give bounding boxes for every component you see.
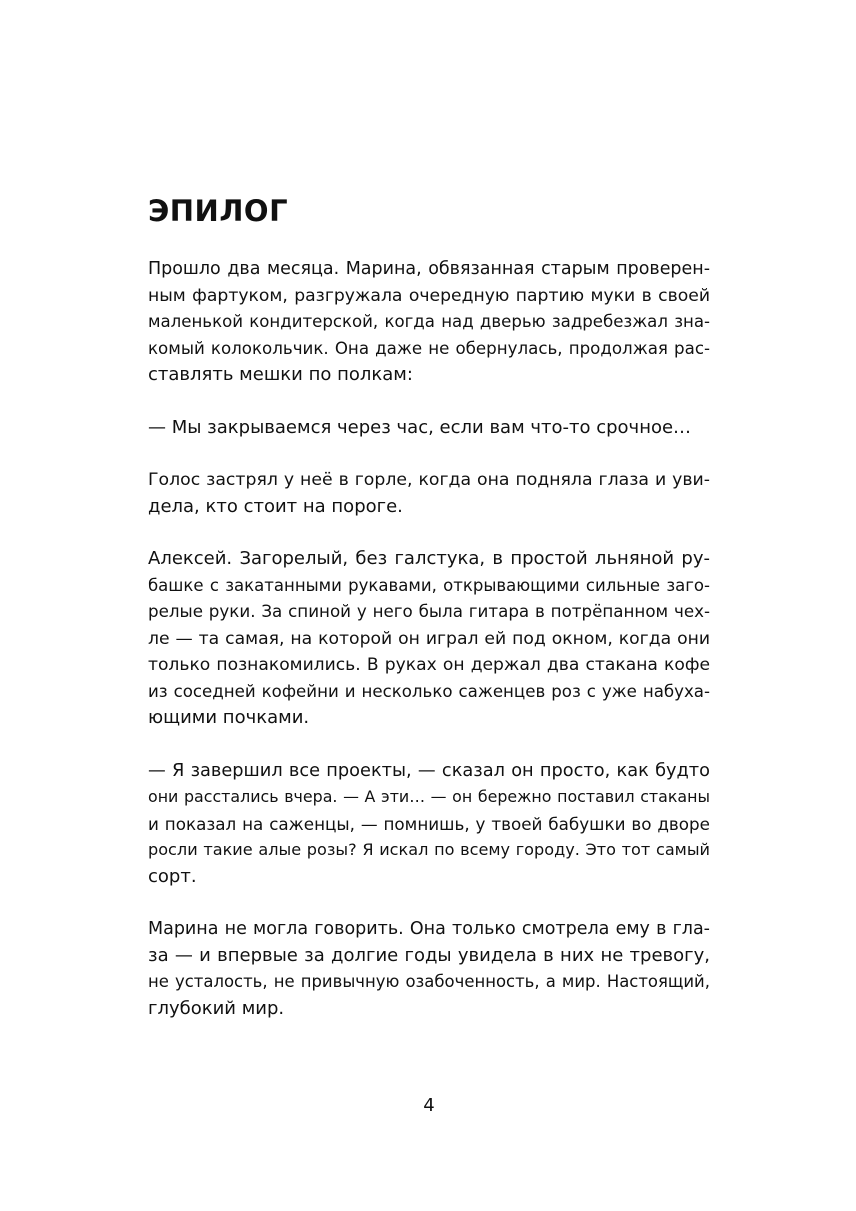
page-number: 4	[423, 1095, 435, 1116]
text-line: ным фартуком, разгружала очередную партию муки в своей	[148, 285, 710, 306]
text-line: не усталость, не привычную озабоченность, а мир. Настоящий,	[148, 972, 710, 991]
text-line: Голос застрял у неё в горле, когда она подняла глаза и уви-	[148, 470, 710, 490]
text-line: дела, кто стоит на пороге.	[148, 495, 403, 517]
text-line: комый колокольчик. Она даже не обернулась, продолжая рас-	[148, 338, 710, 358]
text-line: ле — та самая, на которой он играл ей под окном, когда они	[148, 628, 710, 649]
text-line: — Я завершил все проекты, — сказал он просто, как будто	[148, 760, 710, 781]
paragraph	[148, 758, 710, 891]
text-line: за — и впервые за долгие годы увидела в них не тревогу,	[148, 944, 710, 966]
text-line: ющими почками.	[148, 707, 310, 728]
text-line: росли такие алые розы? Я искал по всему городу. Это тот самый	[148, 840, 710, 859]
paragraph	[148, 467, 710, 520]
text-line: из соседней кофейни и несколько саженцев роз с уже набуха-	[148, 681, 710, 701]
text-line: башке с закатанными рукавами, открывающими сильные заго-	[148, 575, 710, 595]
paragraph	[148, 415, 710, 442]
text-line: релые руки. За спиной у него была гитара в потрёпанном чех-	[148, 602, 710, 621]
text-line: — Мы закрываемся через час, если вам что-то срочное…	[148, 416, 692, 438]
text-line: только познакомились. В руках он держал два стакана кофе	[148, 655, 710, 675]
text-line: Алексей. Загорелый, без галстука, в простой льняной ру-	[148, 548, 710, 569]
paragraph	[148, 256, 710, 389]
book-page	[148, 0, 710, 1211]
paragraph	[148, 546, 710, 732]
text-line: и показал на саженцы, — помнишь, у твоей бабушки во дворе	[148, 813, 710, 834]
chapter-title: ЭПИЛОГ	[148, 194, 289, 228]
text-line: маленькой кондитерской, когда над дверью задребезжал зна-	[148, 312, 710, 331]
text-line: ставлять мешки по полкам:	[148, 364, 413, 385]
text-line: они расстались вчера. — А эти… — он бережно поставил стаканы	[148, 787, 710, 806]
text-line: Прошло два месяца. Марина, обвязанная старым проверен-	[148, 259, 710, 279]
text-line: сорт.	[148, 865, 197, 887]
text-line: Марина не могла говорить. Она только смотрела ему в гла-	[148, 919, 710, 939]
paragraph	[148, 916, 710, 1022]
text-line: глубокий мир.	[148, 997, 285, 1019]
chapter-body	[148, 256, 710, 1048]
